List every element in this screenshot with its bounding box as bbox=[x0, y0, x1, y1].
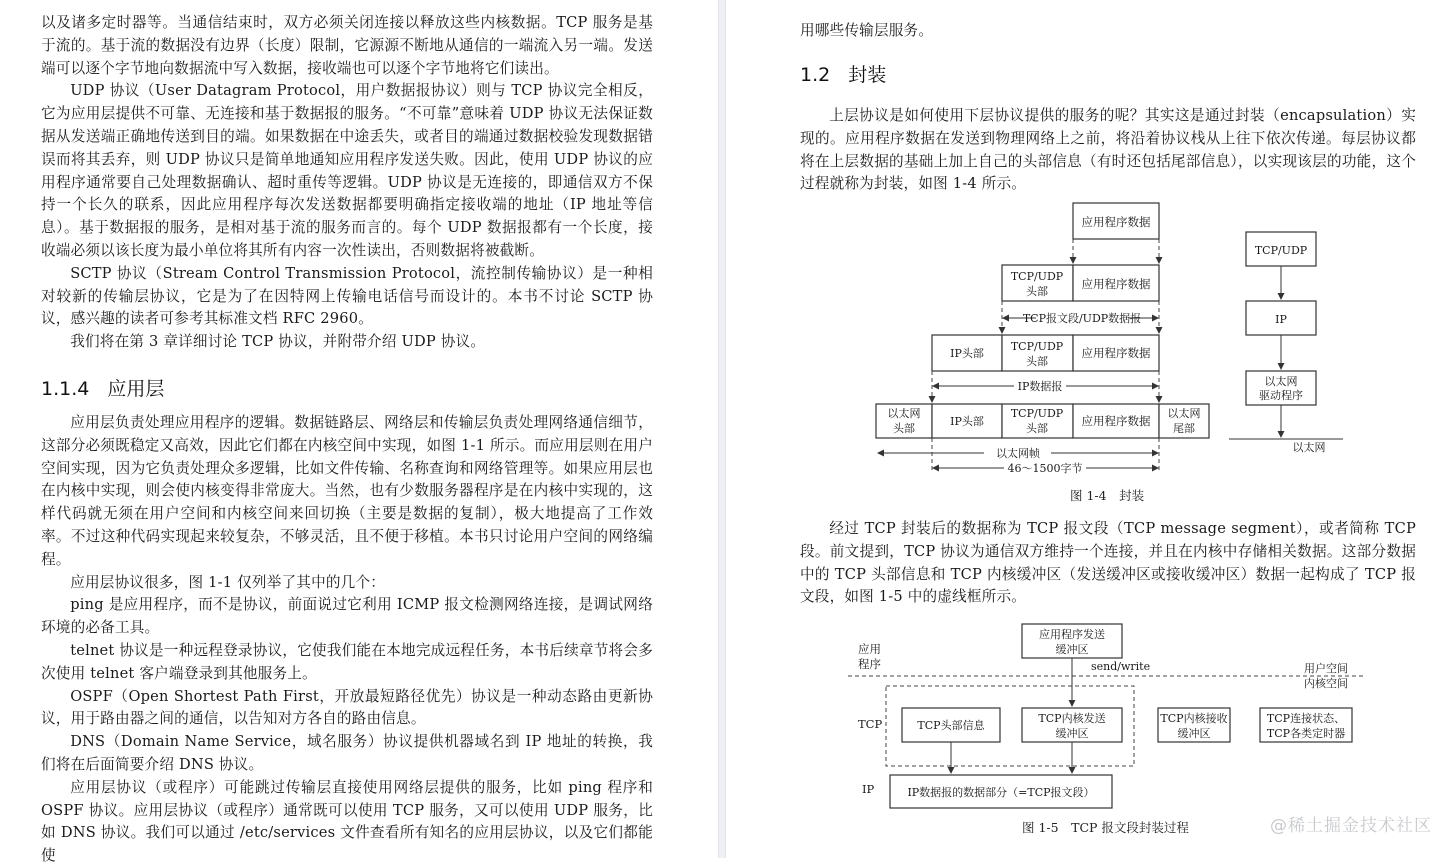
svg-text:TCP头部信息: TCP头部信息 bbox=[917, 719, 985, 732]
tcp-recv-buffer-box bbox=[1158, 708, 1230, 742]
svg-text:应用程序发送: 应用程序发送 bbox=[1039, 628, 1105, 641]
svg-text:应用程序数据: 应用程序数据 bbox=[1081, 414, 1151, 428]
section-number: 1.1.4 bbox=[41, 378, 90, 400]
svg-text:IP: IP bbox=[862, 782, 875, 796]
svg-text:TCP连接状态、: TCP连接状态、 bbox=[1266, 712, 1346, 725]
svg-text:应用程序数据: 应用程序数据 bbox=[1081, 277, 1151, 291]
section-heading bbox=[800, 60, 886, 87]
span-ethernet-frame bbox=[878, 446, 1158, 460]
section-title: 封装 bbox=[848, 64, 887, 86]
svg-text:TCP内核接收: TCP内核接收 bbox=[1160, 712, 1228, 725]
svg-text:头部: 头部 bbox=[1026, 355, 1048, 368]
app-data-box bbox=[1073, 203, 1159, 239]
tcp-header-box bbox=[902, 708, 1000, 742]
svg-text:TCP/UDP: TCP/UDP bbox=[1010, 340, 1064, 353]
svg-text:TCP报文段/UDP数据报: TCP报文段/UDP数据报 bbox=[1022, 312, 1142, 325]
svg-text:以太网: 以太网 bbox=[1167, 407, 1201, 420]
svg-text:TCP/UDP: TCP/UDP bbox=[1010, 407, 1064, 420]
svg-text:以太网: 以太网 bbox=[1292, 441, 1326, 454]
svg-text:IP数据报: IP数据报 bbox=[1017, 380, 1063, 393]
svg-text:TCP各类定时器: TCP各类定时器 bbox=[1266, 727, 1346, 740]
span-tcp-segment bbox=[1003, 311, 1158, 325]
section-number: 1.2 bbox=[800, 64, 831, 86]
svg-text:TCP内核发送: TCP内核发送 bbox=[1038, 712, 1106, 725]
protocol-stack bbox=[1229, 232, 1343, 454]
ethernet-frame-row bbox=[876, 404, 1209, 438]
svg-text:头部: 头部 bbox=[1026, 285, 1048, 298]
paragraph: OSPF（Open Shortest Path First，开放最短路径优先）协议是一种动态路由更新协议，用于路由器之间的通信，以告知对方各自的路由信息。 bbox=[41, 687, 653, 728]
svg-text:TCP/UDP: TCP/UDP bbox=[1254, 244, 1308, 257]
svg-text:缓冲区: 缓冲区 bbox=[1055, 727, 1089, 740]
svg-text:缓冲区: 缓冲区 bbox=[1055, 643, 1089, 656]
paragraph: 经过 TCP 封装后的数据称为 TCP 报文段（TCP message segment），或者简称 TCP 段。前文提到，TCP 协议为通信双方维持一个连接，并且在内核中存储相关数据。这部分数据中的 TCP 头部信息和 TCP 内核缓冲区（发送缓冲区或接收缓冲区）数据一起构成了 TCP 报文段，如图 1-5 中的虚线框所示。 bbox=[800, 520, 1416, 606]
figure-caption: 图 1-5 TCP 报文段封装过程 bbox=[1022, 820, 1189, 835]
svg-text:头部: 头部 bbox=[1026, 422, 1048, 435]
svg-text:头部: 头部 bbox=[893, 422, 915, 435]
tcp-state-box bbox=[1260, 708, 1352, 742]
app-send-buffer-box bbox=[1022, 624, 1122, 658]
svg-text:IP头部: IP头部 bbox=[950, 347, 984, 360]
tcp-layer-row bbox=[1002, 265, 1159, 301]
figure-caption: 图 1-4 封装 bbox=[1070, 488, 1145, 503]
paragraph: ping 是应用程序，而不是协议，前面说过它利用 ICMP 报文检测网络连接，是调试网络环境的必备工具。 bbox=[41, 596, 653, 637]
paragraph: 我们将在第 3 章详细讨论 TCP 协议，并附带介绍 UDP 协议。 bbox=[70, 333, 486, 351]
paragraph: 应用层负责处理应用程序的逻辑。数据链路层、网络层和传输层负责处理网络通信细节，这部分必须既稳定又高效，因此它们都在内核空间中实现，如图 1-1 所示。而应用层则在用户空间实现，因为它负责处理众多逻辑，比如文件传输、名称查询和网络管理等。如果应用层也在内核中实现，则会使内核变得非常庞大。当然，也有少数服务器程序是在内核中实现的，这样代码就无须在用户空间和内核空间来回切换（主要是数据的复制），极大地提高了工作效率。不过这种代码实现起来较复杂，不够灵活，且不便于移植。本书只讨论用户空间的网络编程。 bbox=[41, 414, 653, 568]
section-heading bbox=[41, 374, 164, 401]
svg-text:驱动程序: 驱动程序 bbox=[1259, 389, 1303, 402]
paragraph: telnet 协议是一种远程登录协议，它使我们能在本地完成远程任务，本书后续章节将会多次使用 telnet 客户端登录到其他服务上。 bbox=[41, 641, 653, 682]
tcp-send-buffer-box bbox=[1022, 708, 1122, 742]
svg-text:TCP/UDP: TCP/UDP bbox=[1010, 270, 1064, 283]
span-ip-datagram bbox=[933, 379, 1158, 393]
body-text-1 bbox=[800, 105, 1416, 196]
svg-text:应用程序数据: 应用程序数据 bbox=[1081, 215, 1151, 229]
svg-text:以太网: 以太网 bbox=[1264, 375, 1298, 388]
svg-text:IP: IP bbox=[1275, 313, 1287, 326]
svg-text:用户空间: 用户空间 bbox=[1304, 662, 1348, 675]
paragraph: 应用层协议（或程序）可能跳过传输层直接使用网络层提供的服务，比如 ping 程序和 OSPF 协议。应用层协议（或程序）通常既可以使用 TCP 服务，又可以使用 UDP 服务，比如 DNS 协议。我们可以通过 /etc/services 文件查看所有知名的应用层协议，以及它们都能使 bbox=[41, 778, 653, 865]
svg-text:程序: 程序 bbox=[858, 657, 881, 671]
paragraph: 用哪些传输层服务。 bbox=[800, 22, 934, 39]
body-text-top bbox=[41, 12, 653, 354]
paragraph: SCTP 协议（Stream Control Transmission Protocol，流控制传输协议）是一种相对较新的传输层协议，它是为了在因特网上传输电话信号而设计的。本书不讨论 SCTP 协议，感兴趣的读者可参考其标准文档 RFC 2960。 bbox=[41, 264, 653, 328]
continuation-text bbox=[800, 20, 1420, 43]
svg-text:尾部: 尾部 bbox=[1173, 422, 1195, 435]
left-page bbox=[0, 0, 718, 865]
svg-text:IP头部: IP头部 bbox=[950, 415, 984, 428]
svg-text:缓冲区: 缓冲区 bbox=[1177, 727, 1211, 740]
svg-text:46～1500字节: 46～1500字节 bbox=[1007, 462, 1083, 475]
figure-tcp-segment-encapsulation bbox=[836, 618, 1376, 814]
svg-text:应用程序数据: 应用程序数据 bbox=[1081, 346, 1151, 360]
section-title: 应用层 bbox=[107, 378, 165, 400]
paragraph: UDP 协议（User Datagram Protocol，用户数据报协议）则与 TCP 协议完全相反，它为应用层提供不可靠、无连接和基于数据报的服务。“不可靠”意味着 UDP 协议无法保证数据从发送端正确地传送到目的端。如果数据在中途丢失，或者目的端通过数据校验发现数据错误而将其丢弃，则 UDP 协议只是简单地通知应用程序发送失败。因此，使用 UDP 协议的应用程序通常要自己处理数据确认、超时重传等逻辑。UDP 协议是无连接的，即通信双方不保持一个长久的联系，因此应用程序每次发送数据都要明确指定接收端的地址（IP 地址等信息）。基于数据报的服务，是相对基于流的服务而言的。每个 UDP 数据报都有一个长度，接收端必须以该长度为最小单位将其所有内容一次性读出，否则数据将被截断。 bbox=[41, 82, 653, 259]
svg-text:IP数据报的数据部分（=TCP报文段）: IP数据报的数据部分（=TCP报文段） bbox=[907, 786, 1095, 799]
body-text-2 bbox=[800, 518, 1416, 609]
svg-text:send/write: send/write bbox=[1091, 660, 1151, 673]
paragraph: DNS（Domain Name Service，域名服务）协议提供机器域名到 IP 地址的转换，我们将在后面简要介绍 DNS 协议。 bbox=[41, 733, 653, 773]
paragraph: 应用层协议很多，图 1-1 仅列举了其中的几个： bbox=[70, 573, 386, 591]
paragraph: 以及诸多定时器等。当通信结束时，双方必须关闭连接以释放这些内核数据。TCP 服务是基于流的。基于流的数据没有边界（长度）限制，它源源不断地从通信的一端流入另一端。发送端可以逐个字节地向数据流中写入数据，接收端也可以逐个字节地将它们读出。 bbox=[41, 14, 653, 77]
svg-text:以太网: 以太网 bbox=[887, 407, 921, 420]
ip-data-part-box bbox=[890, 775, 1112, 808]
svg-text:TCP: TCP bbox=[858, 717, 883, 731]
ip-layer-row bbox=[932, 335, 1159, 371]
body-text-bottom bbox=[41, 412, 653, 868]
paragraph: 上层协议是如何使用下层协议提供的服务的呢？其实这是通过封装（encapsulation）实现的。应用程序数据在发送到物理网络上之前，将沿着协议栈从上往下依次传递。每层协议都将在上层数据的基础上加上自己的头部信息（有时还包括尾部信息），以实现该层的功能，这个过程就称为封装，如图 1-4 所示。 bbox=[800, 107, 1416, 193]
page-gutter bbox=[718, 0, 726, 858]
svg-text:应用: 应用 bbox=[858, 642, 881, 656]
figure-encapsulation bbox=[866, 195, 1386, 505]
watermark: @稀土掘金技术社区 bbox=[1270, 816, 1432, 836]
svg-text:以太网帧: 以太网帧 bbox=[996, 447, 1040, 460]
span-payload-bytes bbox=[933, 461, 1158, 475]
svg-text:内核空间: 内核空间 bbox=[1304, 677, 1348, 690]
right-page bbox=[726, 0, 1454, 858]
